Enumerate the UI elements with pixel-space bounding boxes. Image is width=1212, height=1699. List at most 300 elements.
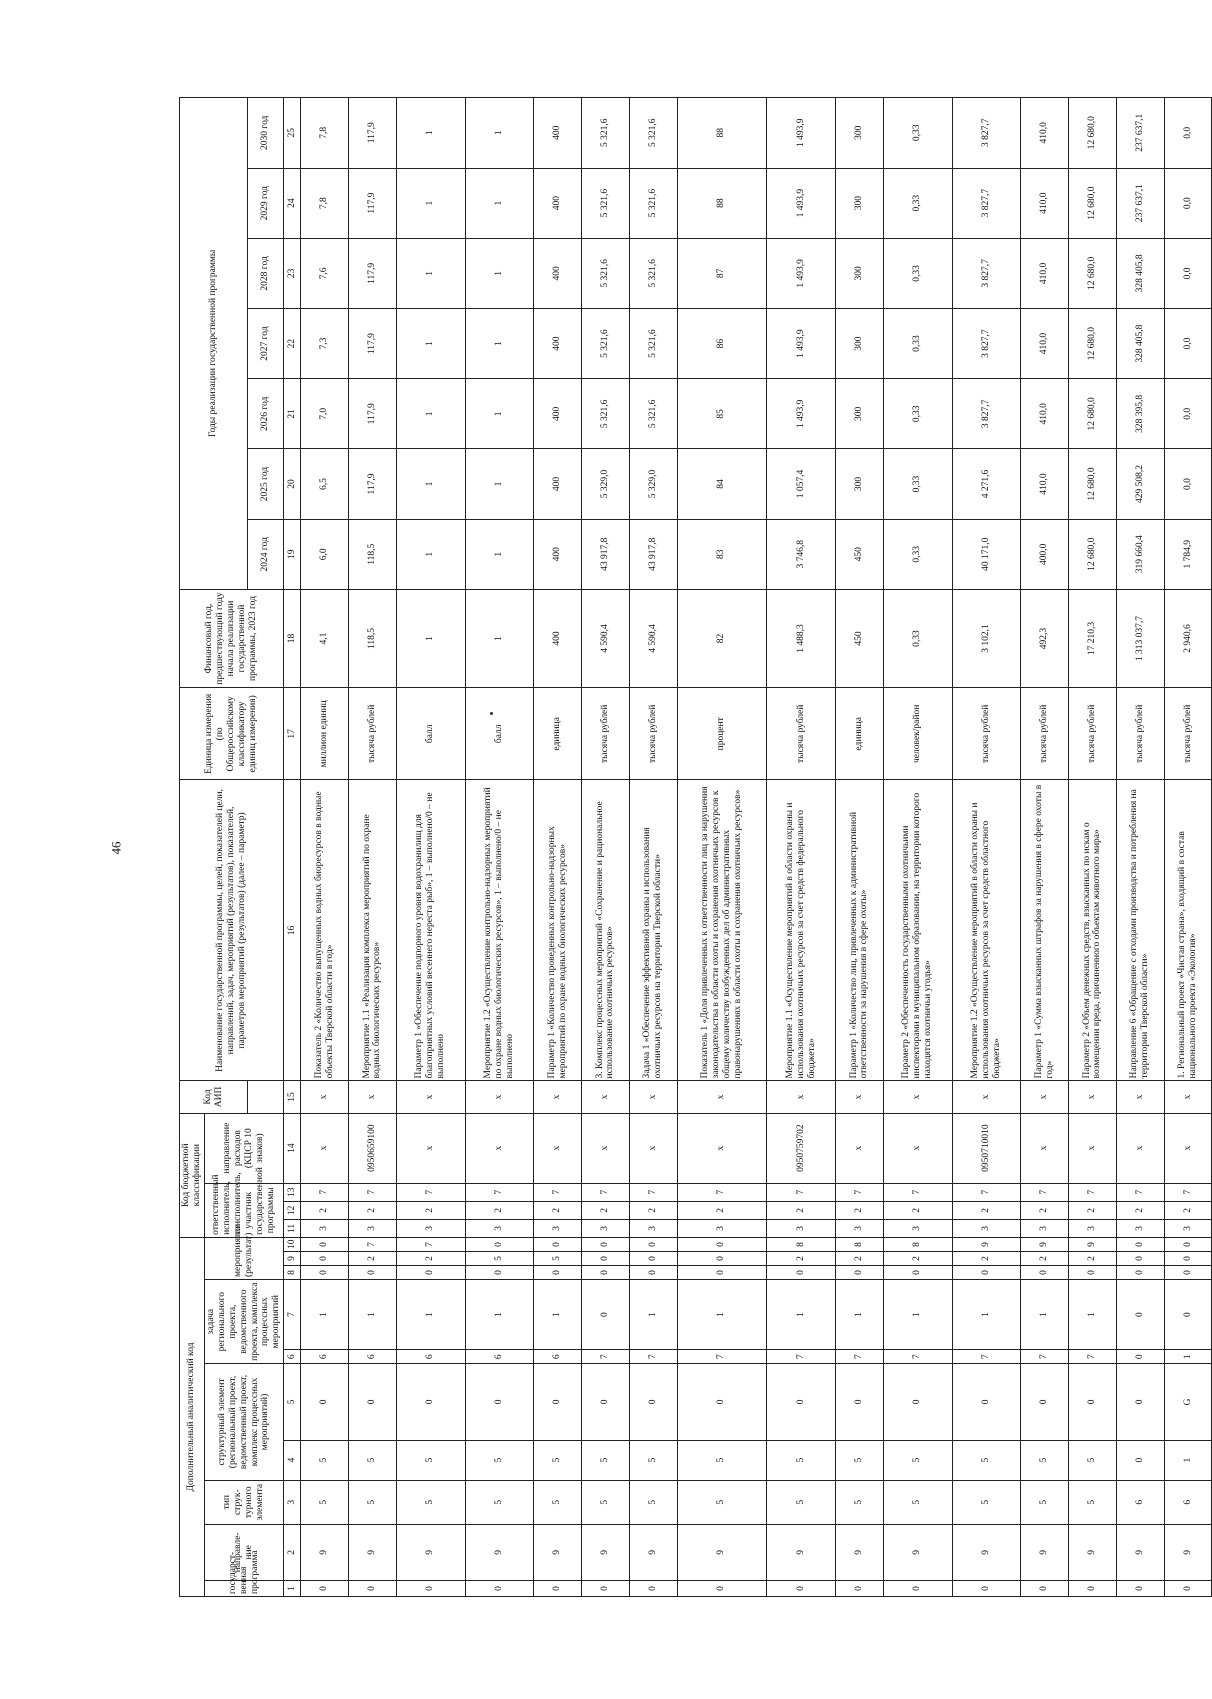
col-number: 2 [284, 1524, 301, 1580]
code-cell: 6 [396, 1350, 465, 1364]
code-cell: x [1116, 1113, 1164, 1183]
code-cell: 5 [883, 1440, 952, 1480]
row-year-value: 5 321,6 [582, 379, 630, 449]
code-cell: 0 [1164, 1266, 1212, 1280]
row-year-value: 1 [396, 308, 465, 378]
row-name: Мероприятие 1.2 «Осуществление контрольно-надзорных мероприятий по охране водных биологических ресурсов», 1 – выполнено/0 – не выполнено [465, 780, 534, 1081]
row-name: Мероприятие 1.2 «Осуществление мероприятий в области охраны и использования охотничьих ресурсов за счет средств областного бюджета» [952, 780, 1021, 1081]
row-year-value: 1 493,9 [767, 308, 836, 378]
code-cell: 0 [1164, 1580, 1212, 1596]
code-cell: x [677, 1081, 767, 1113]
code-cell: 0 [1021, 1266, 1069, 1280]
header-year-2028: 2028 год [248, 238, 284, 308]
code-cell: 6 [534, 1350, 582, 1364]
code-cell: 7 [301, 1183, 349, 1201]
code-cell: 0950759702 [767, 1113, 836, 1183]
row-year-value: 237 637,1 [1116, 98, 1164, 169]
code-cell: 7 [582, 1183, 630, 1201]
row-year-value: 429 508,2 [1116, 449, 1164, 519]
code-cell: 7 [952, 1183, 1021, 1201]
code-cell: 1 [836, 1280, 884, 1350]
code-cell: 2 [836, 1251, 884, 1265]
code-cell: 0 [836, 1364, 884, 1440]
row-year-value: 300 [836, 308, 884, 378]
row-year-value: 117,9 [349, 168, 397, 238]
code-cell: 5 [836, 1440, 884, 1480]
code-cell: 2 [952, 1251, 1021, 1265]
row-year-value: 1 493,9 [767, 98, 836, 169]
row-year-value: 237 637,1 [1116, 168, 1164, 238]
table-row [1164, 98, 1212, 1597]
code-cell: 7 [629, 1183, 677, 1201]
code-cell: 0 [301, 1251, 349, 1265]
code-cell: 1 [534, 1280, 582, 1350]
row-unit: тысяча рублей [952, 688, 1021, 780]
row-year-value: 300 [836, 238, 884, 308]
row-base-value: 492,3 [1021, 589, 1069, 687]
row-year-value: 1 [465, 168, 534, 238]
table-row [301, 98, 349, 1597]
code-cell: 0 [677, 1580, 767, 1596]
row-year-value: 5 321,6 [582, 98, 630, 169]
row-year-value: 1 [396, 379, 465, 449]
row-year-value: 0,33 [883, 379, 952, 449]
code-cell: x [1021, 1081, 1069, 1113]
header-executor: ответственный исполнитель, соисполнитель, участник государственной программы [204, 1183, 283, 1237]
row-unit: тысяча рублей [767, 688, 836, 780]
table-row [629, 98, 677, 1597]
row-year-value: 1 [465, 379, 534, 449]
code-cell: 2 [1021, 1251, 1069, 1265]
code-cell: 9 [1069, 1524, 1117, 1580]
row-year-value: 400 [534, 519, 582, 589]
code-cell: x [1069, 1081, 1117, 1113]
code-cell: 7 [396, 1183, 465, 1201]
row-name: Мероприятие 1.1 «Осуществление мероприятий в области охраны и использования охотничьих ресурсов за счет средств федерального бюджета» [767, 780, 836, 1081]
row-unit: тысяча рублей [1069, 688, 1117, 780]
code-cell: 0 [1116, 1266, 1164, 1280]
code-cell: 0 [1116, 1440, 1164, 1480]
code-cell: 2 [534, 1201, 582, 1219]
row-year-value: 12 680,0 [1069, 379, 1117, 449]
table-row [396, 98, 465, 1597]
code-cell: 7 [582, 1350, 630, 1364]
code-cell: 7 [767, 1183, 836, 1201]
code-cell: 0 [1116, 1580, 1164, 1596]
row-year-value: 118,5 [349, 519, 397, 589]
table-row [952, 98, 1021, 1597]
code-cell: 1 [301, 1280, 349, 1350]
code-cell: 7 [1069, 1350, 1117, 1364]
row-year-value: 12 680,0 [1069, 449, 1117, 519]
row-year-value: 43 917,8 [629, 519, 677, 589]
row-year-value: 3 827,7 [952, 238, 1021, 308]
code-cell: 6 [465, 1350, 534, 1364]
header-aip: Код АИП [180, 1081, 248, 1113]
row-year-value: 3 827,7 [952, 308, 1021, 378]
row-year-value: 3 827,7 [952, 379, 1021, 449]
code-cell: 7 [767, 1350, 836, 1364]
col-number: 7 [284, 1280, 301, 1350]
col-number: 21 [284, 379, 301, 449]
row-year-value: 5 321,6 [629, 238, 677, 308]
row-year-value: 7,6 [301, 238, 349, 308]
code-cell: 7 [677, 1183, 767, 1201]
code-cell: 0 [629, 1251, 677, 1265]
code-cell: 3 [349, 1219, 397, 1237]
row-year-value: 0,33 [883, 519, 952, 589]
code-cell: 7 [1116, 1183, 1164, 1201]
row-unit: тысяча рублей [629, 688, 677, 780]
row-year-value: 0,0 [1164, 449, 1212, 519]
code-cell: 5 [349, 1480, 397, 1524]
table-row [1116, 98, 1164, 1597]
row-year-value: 6,5 [301, 449, 349, 519]
code-cell: 0 [677, 1237, 767, 1251]
column-numbers-row [284, 98, 301, 1597]
code-cell: 0 [396, 1364, 465, 1440]
row-year-value: 0,0 [1164, 379, 1212, 449]
row-year-value: 85 [677, 379, 767, 449]
row-year-value: 0,0 [1164, 98, 1212, 169]
row-year-value: 5 321,6 [629, 98, 677, 169]
code-cell: 2 [396, 1251, 465, 1265]
code-cell: 9 [1021, 1524, 1069, 1580]
row-year-value: 0,33 [883, 98, 952, 169]
row-year-value: 117,9 [349, 98, 397, 169]
header-kbk: Код бюджетной классификации [180, 1113, 205, 1237]
code-cell: G [1164, 1364, 1212, 1440]
row-year-value: 1 [396, 449, 465, 519]
row-year-value: 0,33 [883, 238, 952, 308]
col-number: 14 [284, 1113, 301, 1183]
code-cell: 0 [677, 1364, 767, 1440]
code-cell: 0 [349, 1364, 397, 1440]
row-year-value: 410,0 [1021, 238, 1069, 308]
code-cell: x [465, 1081, 534, 1113]
row-name: Показатель 1 «Доля привлеченных к ответственности лиц за нарушения законодательства в области охоты и сохранения охотничьих ресурсов к общему количеству возбужденных дел об административных правонарушениях в области охоты и сохранения охотничьих ресурсов» [677, 780, 767, 1081]
row-year-value: 40 171,0 [952, 519, 1021, 589]
row-year-value: 328 405,8 [1116, 308, 1164, 378]
row-year-value: 400 [534, 308, 582, 378]
code-cell: 5 [465, 1440, 534, 1480]
code-cell: 0 [1116, 1280, 1164, 1350]
row-base-value: 1 488,3 [767, 589, 836, 687]
row-year-value: 410,0 [1021, 168, 1069, 238]
row-unit: балл [465, 688, 534, 780]
code-cell: 0 [952, 1580, 1021, 1596]
code-cell: 7 [1164, 1183, 1212, 1201]
row-year-value: 5 329,0 [582, 449, 630, 519]
table-row [767, 98, 836, 1597]
code-cell: 0 [1164, 1237, 1212, 1251]
row-name: Параметр 1 «Количество лиц, привлеченных к административной ответственности за нарушения в сфере охоты» [836, 780, 884, 1081]
row-year-value: 5 329,0 [629, 449, 677, 519]
row-year-value: 5 321,6 [582, 168, 630, 238]
col-number: 20 [284, 449, 301, 519]
code-cell: 6 [1164, 1480, 1212, 1524]
row-year-value: 1 [465, 308, 534, 378]
row-name: Показатель 2 «Количество выпущенных водных биоресурсов в водные объекты Тверской области в год» [301, 780, 349, 1081]
row-year-value: 7,0 [301, 379, 349, 449]
code-cell: 0 [1069, 1364, 1117, 1440]
code-cell: 7 [349, 1237, 397, 1251]
table-row [1069, 98, 1117, 1597]
code-cell: 3 [836, 1219, 884, 1237]
code-cell: 0 [534, 1266, 582, 1280]
code-cell: 0 [349, 1266, 397, 1280]
code-cell: 9 [301, 1524, 349, 1580]
code-cell: 9 [767, 1524, 836, 1580]
table-row [836, 98, 884, 1597]
code-cell: 0 [582, 1237, 630, 1251]
code-cell: 8 [767, 1237, 836, 1251]
row-year-value: 5 321,6 [629, 379, 677, 449]
row-year-value: 12 680,0 [1069, 519, 1117, 589]
row-year-value: 1 [396, 98, 465, 169]
code-cell: 3 [582, 1219, 630, 1237]
code-cell: 0 [1069, 1580, 1117, 1596]
code-cell: 0 [629, 1237, 677, 1251]
code-cell: 5 [677, 1480, 767, 1524]
code-cell: x [767, 1081, 836, 1113]
header-unit: Единица измерения (по Общероссийскому классификатору единиц измерения) [180, 688, 284, 780]
code-cell: 9 [534, 1524, 582, 1580]
code-cell: x [677, 1113, 767, 1183]
code-cell: 5 [767, 1480, 836, 1524]
table-row [1021, 98, 1069, 1597]
code-cell: 9 [677, 1524, 767, 1580]
code-cell: 3 [1164, 1219, 1212, 1237]
code-cell: 9 [582, 1524, 630, 1580]
code-cell: 5 [629, 1440, 677, 1480]
code-cell: 3 [629, 1219, 677, 1237]
code-cell: 0 [465, 1364, 534, 1440]
code-cell: 9 [629, 1524, 677, 1580]
col-number: 11 [284, 1219, 301, 1237]
row-year-value: 400 [534, 238, 582, 308]
code-cell: 0 [767, 1364, 836, 1440]
row-name: Параметр 2 «Обеспеченность государственными охотничьими инспекторами в муниципальном образовании, на территории которого находятся охотничьи угодья» [883, 780, 952, 1081]
row-unit: единица [836, 688, 884, 780]
col-number: 5 [284, 1364, 301, 1440]
row-unit: процент [677, 688, 767, 780]
code-cell: 0 [534, 1237, 582, 1251]
code-cell: 0 [301, 1364, 349, 1440]
row-name: Направление 6 «Обращение с отходами производства и потребления на территории Тверской области» [1116, 780, 1164, 1081]
code-cell: 2 [1069, 1201, 1117, 1219]
code-cell: 0 [952, 1266, 1021, 1280]
col-number: 10 [284, 1237, 301, 1251]
code-cell: 0 [465, 1237, 534, 1251]
col-number: 16 [284, 780, 301, 1081]
col-number: 1 [284, 1580, 301, 1596]
col-number: 8 [284, 1266, 301, 1280]
row-base-value: 1 [396, 589, 465, 687]
code-cell: 7 [883, 1183, 952, 1201]
header-year-2026: 2026 год [248, 379, 284, 449]
code-cell: 9 [1164, 1524, 1212, 1580]
table-row [677, 98, 767, 1597]
code-cell: 2 [1069, 1251, 1117, 1265]
code-cell: 1 [1164, 1350, 1212, 1364]
code-cell: 2 [629, 1201, 677, 1219]
code-cell: 7 [396, 1237, 465, 1251]
row-name: 3. Комплекс процессных мероприятий «Сохранение и рациональное использование охотничьих ресурсов» [582, 780, 630, 1081]
code-cell: 0 [396, 1266, 465, 1280]
code-cell: 0 [1116, 1364, 1164, 1440]
row-unit: человек/район [883, 688, 952, 780]
row-year-value: 410,0 [1021, 449, 1069, 519]
row-unit: тысяча рублей [349, 688, 397, 780]
code-cell: 1 [1069, 1280, 1117, 1350]
code-cell: 2 [952, 1201, 1021, 1219]
code-cell: 1 [1021, 1280, 1069, 1350]
table-row [349, 98, 397, 1597]
code-cell: 2 [349, 1201, 397, 1219]
code-cell: 9 [952, 1524, 1021, 1580]
row-year-value: 400 [534, 168, 582, 238]
code-cell: 0 [465, 1266, 534, 1280]
row-year-value: 0,0 [1164, 168, 1212, 238]
row-base-value: 4,1 [301, 589, 349, 687]
code-cell: 0 [301, 1237, 349, 1251]
row-year-value: 3 827,7 [952, 168, 1021, 238]
row-unit: тысяча рублей [582, 688, 630, 780]
code-cell: x [534, 1113, 582, 1183]
code-cell: 3 [1069, 1219, 1117, 1237]
row-name: Задача 1 «Обеспечение эффективной охраны и использования охотничьих ресурсов на территории Тверской области» [629, 780, 677, 1081]
col-number: 18 [284, 589, 301, 687]
code-cell: x [952, 1081, 1021, 1113]
row-year-value: 83 [677, 519, 767, 589]
row-year-value: 319 660,4 [1116, 519, 1164, 589]
code-cell: 7 [952, 1350, 1021, 1364]
code-cell: 2 [1164, 1201, 1212, 1219]
row-year-value: 1 [465, 449, 534, 519]
code-cell: 5 [396, 1480, 465, 1524]
row-year-value: 87 [677, 238, 767, 308]
code-cell: 9 [465, 1524, 534, 1580]
code-cell: 5 [582, 1480, 630, 1524]
code-cell: 2 [1116, 1201, 1164, 1219]
program-table [179, 97, 1212, 1597]
row-year-value: 328 405,8 [1116, 238, 1164, 308]
code-cell: 3 [952, 1219, 1021, 1237]
row-year-value: 12 680,0 [1069, 168, 1117, 238]
code-cell: 6 [349, 1350, 397, 1364]
code-cell: 0 [677, 1266, 767, 1280]
row-year-value: 86 [677, 308, 767, 378]
row-unit: балл [396, 688, 465, 780]
header-name: Наименование государственной программы, целей, показателей цели, направлений, задач, мероприятий (результатов), показателей, параметров мероприятий (результатов) (далее – параметр) [180, 780, 284, 1081]
row-base-value: 3 102,1 [952, 589, 1021, 687]
code-cell: 0 [1116, 1350, 1164, 1364]
row-base-value: 1 [465, 589, 534, 687]
code-cell: 0 [767, 1266, 836, 1280]
row-year-value: 1 493,9 [767, 238, 836, 308]
code-cell: x [396, 1081, 465, 1113]
code-cell: 9 [836, 1524, 884, 1580]
col-number: 25 [284, 98, 301, 169]
row-year-value: 0,33 [883, 308, 952, 378]
row-year-value: 4 271,6 [952, 449, 1021, 519]
code-cell: x [534, 1081, 582, 1113]
row-base-value: 4 590,4 [629, 589, 677, 687]
code-cell: 5 [767, 1440, 836, 1480]
code-cell: 0 [1164, 1251, 1212, 1265]
code-cell: 0 [1021, 1364, 1069, 1440]
header-aip-sub [248, 1081, 284, 1113]
code-cell: 5 [582, 1440, 630, 1480]
row-year-value: 0,0 [1164, 308, 1212, 378]
code-cell: 0 [883, 1580, 952, 1596]
code-cell: 1 [629, 1280, 677, 1350]
code-cell: 7 [836, 1350, 884, 1364]
header-napr: направле-ние [204, 1524, 283, 1580]
code-cell: 1 [465, 1280, 534, 1350]
row-year-value: 43 917,8 [582, 519, 630, 589]
col-number: 23 [284, 238, 301, 308]
code-cell: 0 [952, 1364, 1021, 1440]
code-cell: 0 [582, 1364, 630, 1440]
code-cell: x [1021, 1113, 1069, 1183]
row-year-value: 0,33 [883, 449, 952, 519]
code-cell: 3 [767, 1219, 836, 1237]
table-row [465, 98, 534, 1597]
code-cell: 7 [534, 1183, 582, 1201]
code-cell: 0 [396, 1580, 465, 1596]
row-base-value: 0,33 [883, 589, 952, 687]
row-base-value: 2 940,6 [1164, 589, 1212, 687]
code-cell: 5 [952, 1440, 1021, 1480]
row-year-value: 3 827,7 [952, 98, 1021, 169]
row-base-value: 4 590,4 [582, 589, 630, 687]
code-cell: 1 [677, 1280, 767, 1350]
code-cell: 0950659100 [349, 1113, 397, 1183]
col-number: 4 [284, 1440, 301, 1480]
row-year-value: 300 [836, 168, 884, 238]
row-year-value: 117,9 [349, 379, 397, 449]
code-cell: 0 [836, 1580, 884, 1596]
row-year-value: 1 [465, 519, 534, 589]
code-cell: 0 [349, 1580, 397, 1596]
code-cell: 5 [1069, 1440, 1117, 1480]
code-cell: 1 [349, 1280, 397, 1350]
code-cell: 3 [301, 1219, 349, 1237]
code-cell: 5 [301, 1440, 349, 1480]
code-cell: 8 [836, 1237, 884, 1251]
code-cell: 1 [396, 1280, 465, 1350]
header-year-2030: 2030 год [248, 98, 284, 169]
code-cell: 0 [629, 1580, 677, 1596]
col-number: 3 [284, 1480, 301, 1524]
header-struct: структурный элемент (региональный проект, ведомственный проект, комплекс процессных мероприятий) [204, 1364, 283, 1480]
row-year-value: 400 [534, 379, 582, 449]
code-cell: 6 [1116, 1480, 1164, 1524]
header-event: мероприятие (результат) [204, 1237, 283, 1279]
page-number: 46 [108, 841, 124, 855]
code-cell: 2 [836, 1201, 884, 1219]
code-cell: 5 [677, 1440, 767, 1480]
row-year-value: 7,8 [301, 168, 349, 238]
code-cell: x [1164, 1081, 1212, 1113]
code-cell: 9 [952, 1237, 1021, 1251]
header-dak: Дополнительный аналитический код [180, 1237, 205, 1596]
code-cell: 2 [767, 1251, 836, 1265]
code-cell: 0 [1116, 1251, 1164, 1265]
code-cell: 9 [396, 1524, 465, 1580]
